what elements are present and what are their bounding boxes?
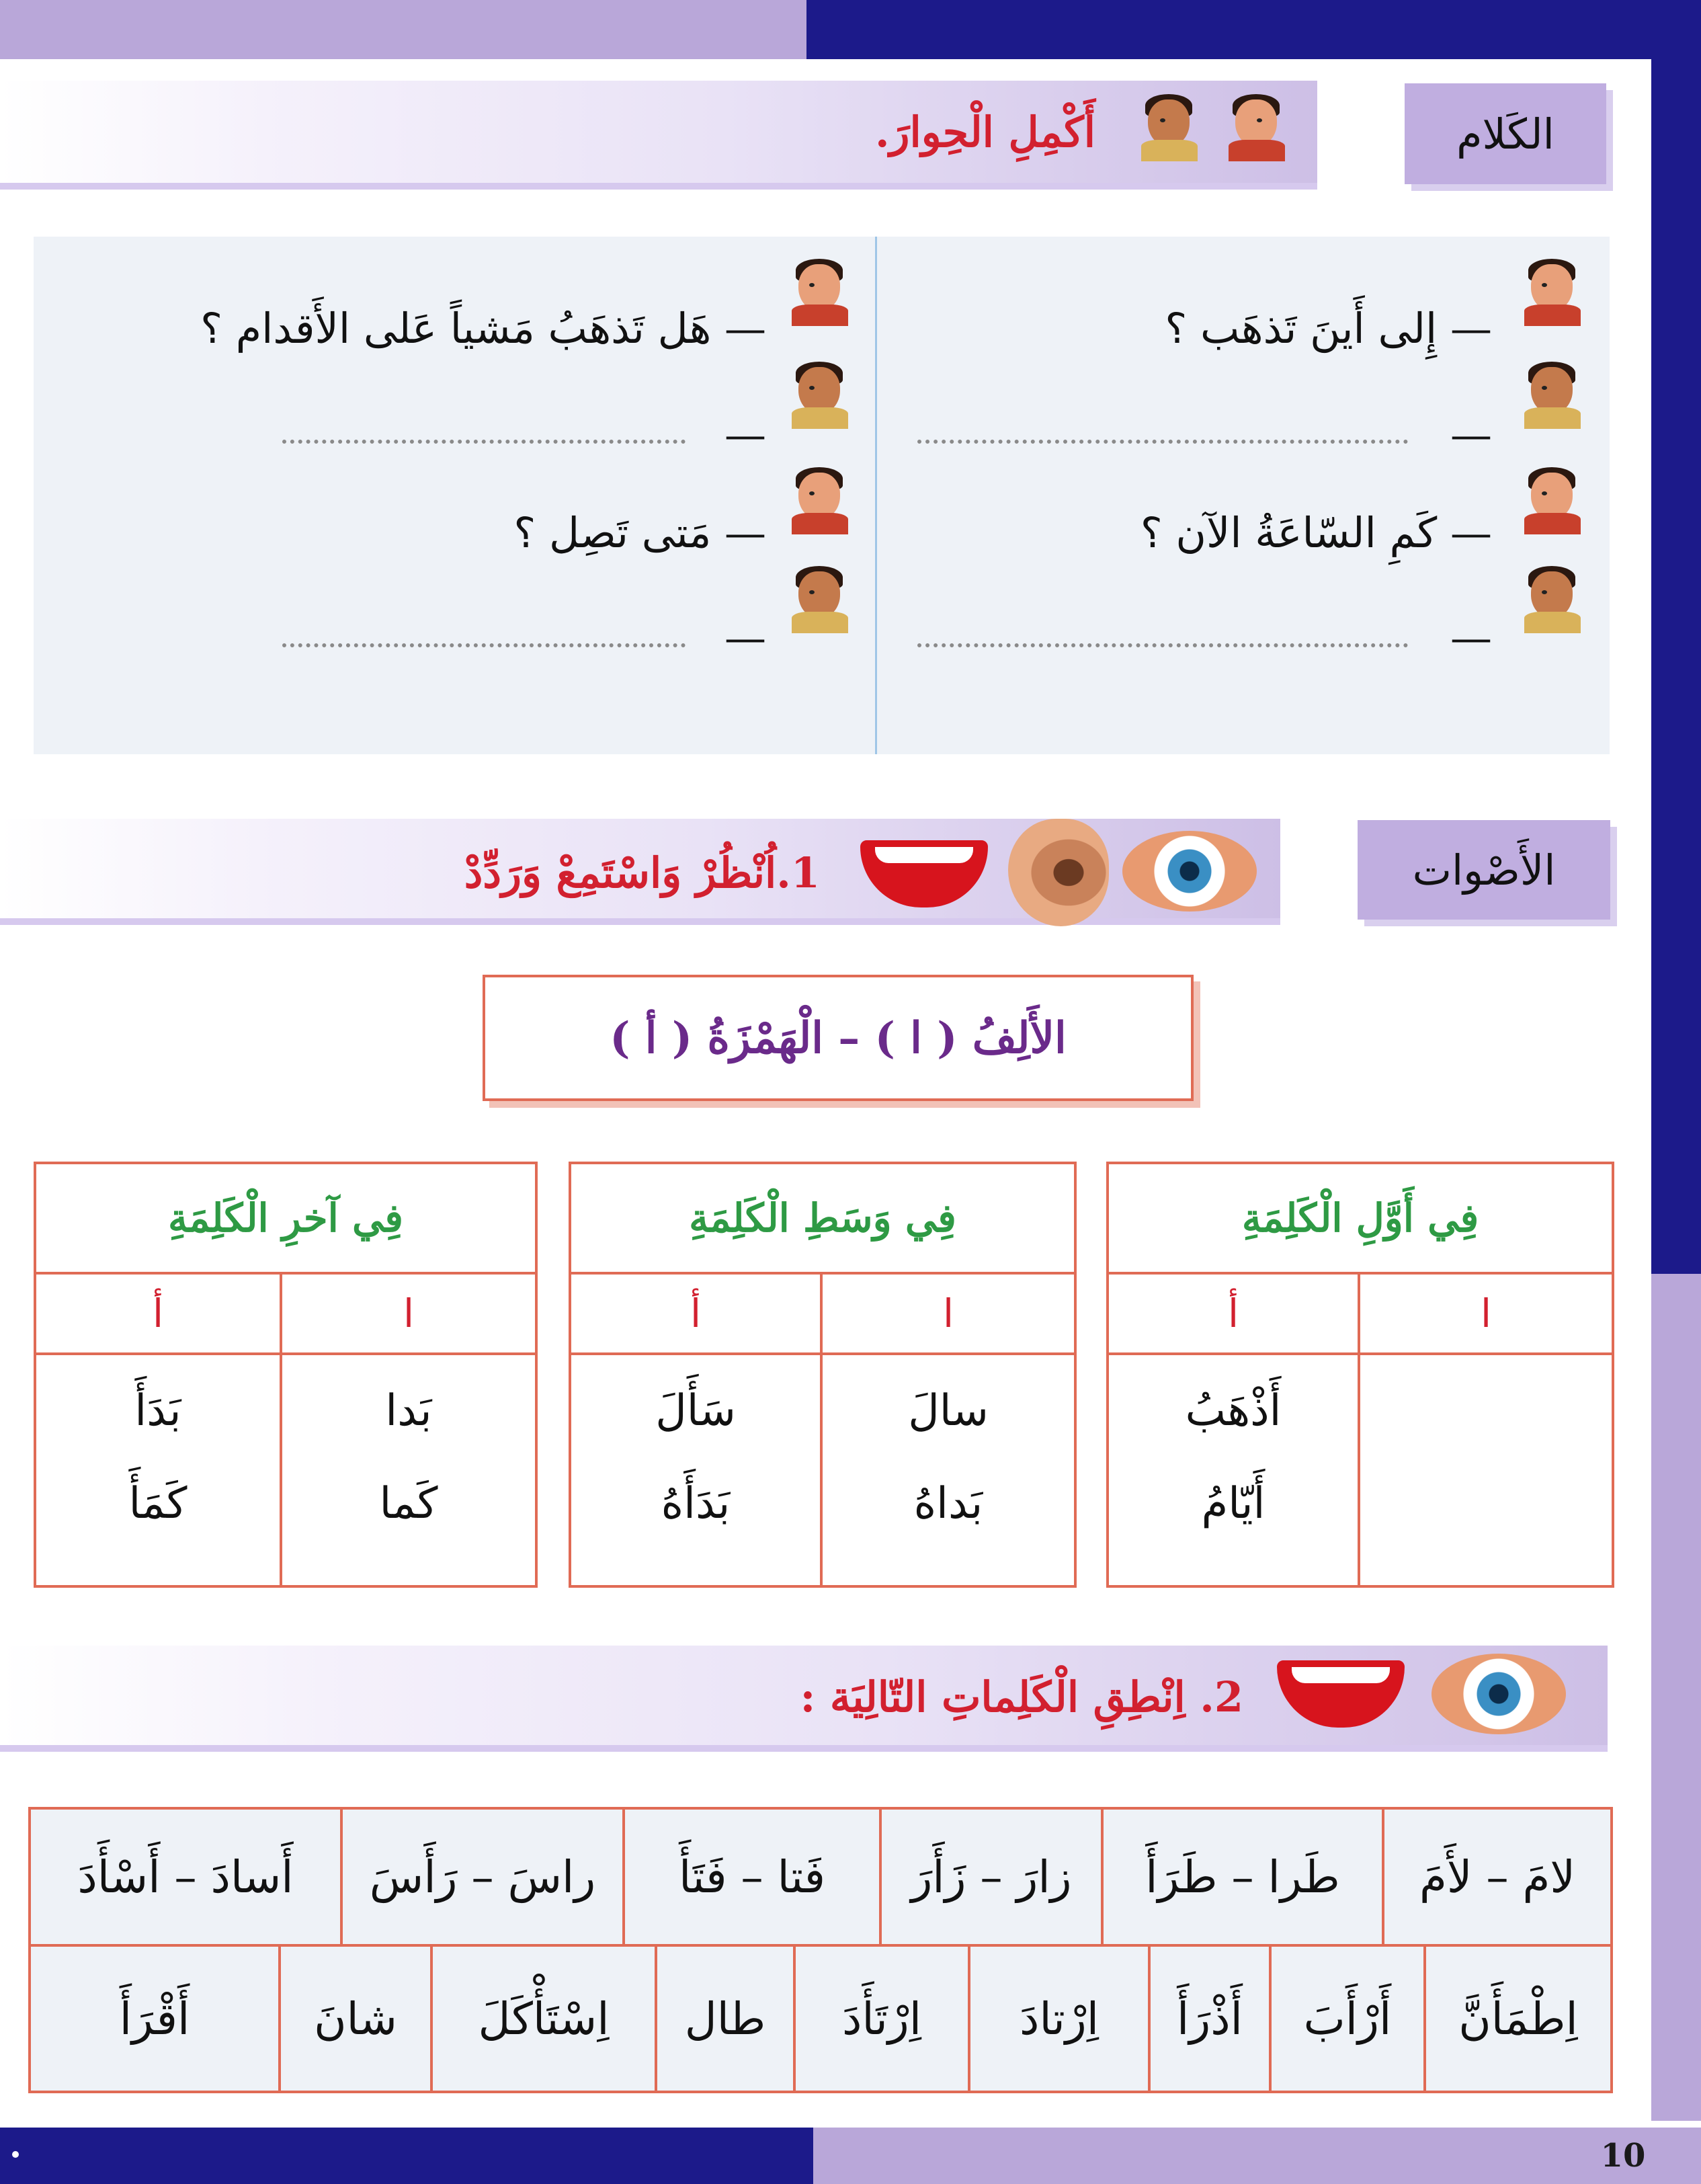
hamza-column-header: أ [1227,1291,1239,1336]
alif-column-header: ا [1480,1291,1492,1336]
table-word: بَدَأَ [134,1386,181,1436]
word-cell: أَذْرَأَ [1148,1947,1269,2091]
page-number: 10 [1600,2137,1646,2175]
dialogue-line: — هَل تَذهَبُ مَشياً عَلى الأَقدام ؟ [200,304,766,353]
speaking-label: الكَلام [1405,83,1606,184]
speaker-b-icon [786,362,854,429]
word-pair-cell: راسَ – رَأَسَ [340,1810,622,1944]
word-cell: أَقْرَأَ [119,1992,190,2045]
word-pair-cell: طَرا – طَرَأَ [1101,1810,1382,1944]
table-word: كَمَأَ [128,1479,188,1529]
exercise2-title: 2. اِنْطِقِ الْكَلِماتِ التّالِيَة : [800,1672,1243,1722]
sounds-label: الأَصْوات [1358,820,1610,920]
right-frame-lavender [1651,1274,1701,2121]
dialogue-line: — إِلى أَينَ تَذهَب ؟ [1165,304,1492,353]
answer-dash: — [724,613,766,662]
bottom-frame-navy [0,2128,813,2184]
position-table-middle [569,1162,1077,1588]
boy-face-icon [1136,94,1203,161]
table-title: فِي آخرِ الْكَلِمَةِ [36,1164,535,1275]
position-table-end [34,1162,538,1588]
alif-column-header: ا [403,1291,415,1336]
word-pair-cell: أَسادَ – أَسْأَدَ [77,1851,294,1903]
word-grid [28,1807,1613,2093]
letter-title-box [483,975,1194,1101]
eye-icon [1432,1654,1566,1734]
answer-dash: — [1450,613,1492,662]
exercise1-title: 1.اُنْظُرْ وَاسْتَمِعْ وَرَدِّدْ [464,848,820,897]
hamza-column-header: أ [152,1291,164,1336]
letter-title: الأَلِفُ ( ا ) – الْهَمْزَةُ ( أ ) [610,1012,1067,1063]
word-pair-cell: زارَ – زَأَرَ [879,1810,1101,1944]
answer-blank[interactable] [917,641,1408,647]
table-word: بَدا [385,1386,432,1436]
word-pair-cell: لامَ – لأَمَ [1382,1810,1610,1944]
answer-dash: — [1450,410,1492,459]
table-word: أَذْهَبُ [1185,1386,1282,1436]
dialogue-divider [875,237,877,754]
answer-blank[interactable] [917,437,1408,444]
dialogue-line: — مَتى تَصِل ؟ [513,508,766,557]
top-frame-navy [806,0,1701,59]
table-word: أَيّامُ [1201,1479,1266,1529]
hamza-column-header: أ [690,1291,702,1336]
speaker-b-icon [786,566,854,633]
table-word: بَدَأَهُ [661,1479,731,1529]
speaker-a-icon [1519,467,1586,534]
answer-blank[interactable] [282,641,686,647]
word-cell: طال [655,1947,793,2091]
top-frame-band [0,0,806,59]
speaking-banner [0,81,1317,183]
word-cell: اِسْتَأْكَلَ [430,1947,655,2091]
speaker-a-icon [786,467,854,534]
boy-face-icon [1223,94,1290,161]
dialogue-line: — كَمِ السّاعَةُ الآن ؟ [1140,508,1492,557]
table-word: سَأَلَ [655,1386,736,1436]
table-title: فِي أَوَّلِ الْكَلِمَةِ [1109,1164,1612,1275]
table-word: بَداهُ [913,1479,983,1529]
word-cell: شانَ [278,1947,430,2091]
eye-icon [1122,831,1257,912]
answer-dash: — [724,410,766,459]
right-frame-navy [1651,0,1701,1274]
word-pair-cell: فَتا – فَتَأَ [622,1810,879,1944]
table-word: كَما [379,1479,438,1529]
speaker-b-icon [1519,362,1586,429]
word-cell: أَرْأَبَ [1269,1947,1423,2091]
word-cell: اِرْتادَ [968,1947,1148,2091]
speaker-b-icon [1519,566,1586,633]
bottom-frame-lavender [813,2128,1701,2184]
speaker-a-icon [786,259,854,326]
alif-column-header: ا [942,1291,954,1336]
speaking-title: أَكْمِلِ الْحِوارَ. [874,108,1095,157]
table-word: سالَ [908,1386,989,1436]
answer-blank[interactable] [282,437,686,444]
word-cell: اِرْتَأَدَ [793,1947,968,2091]
position-table-beginning [1106,1162,1614,1588]
frame-dot [12,2151,19,2158]
speaker-a-icon [1519,259,1586,326]
word-cell: اِطْمَأَنَّ [1423,1947,1610,2091]
table-title: فِي وَسَطِ الْكَلِمَةِ [571,1164,1074,1275]
